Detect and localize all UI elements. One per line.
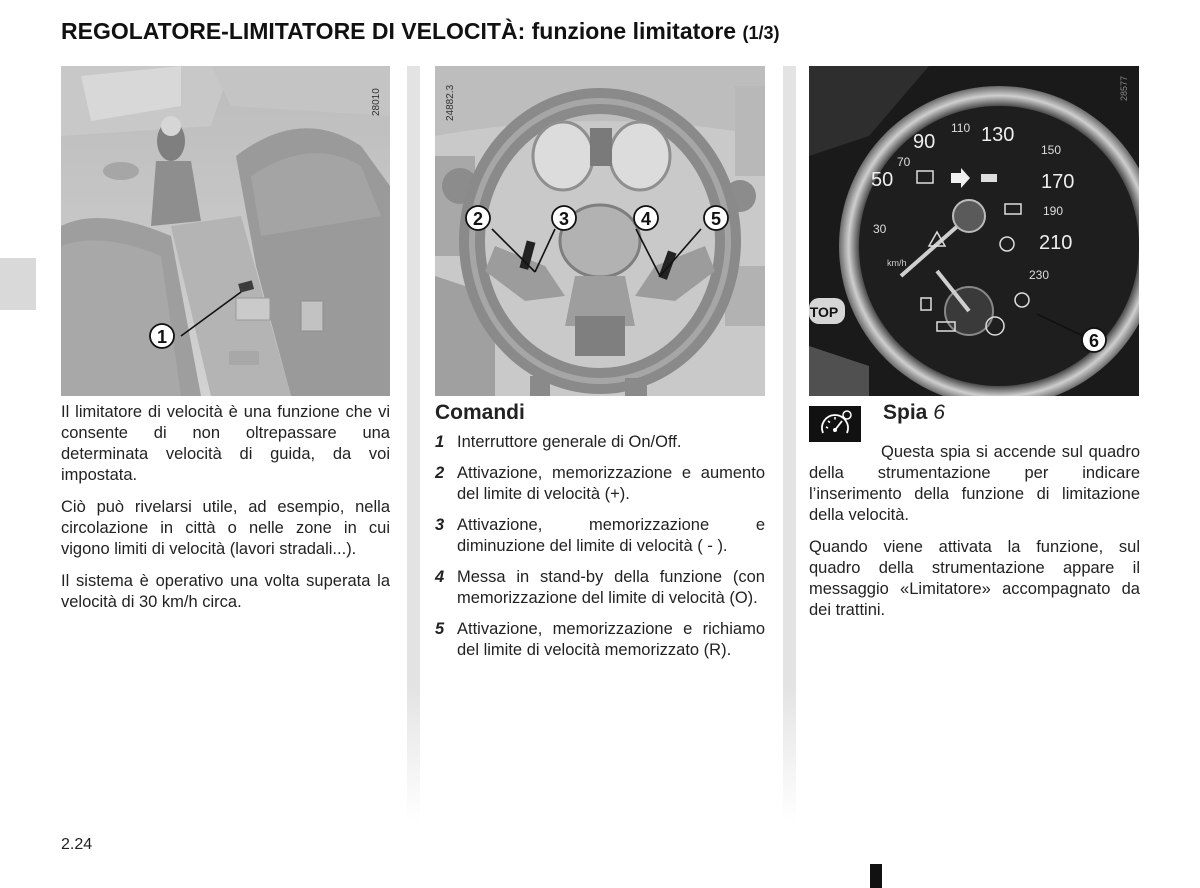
page-edge-mark bbox=[870, 864, 882, 888]
figure3-code: 28577 bbox=[1119, 75, 1129, 101]
page-number: 2.24 bbox=[61, 836, 93, 853]
speed-label-130: 130 bbox=[981, 124, 1015, 146]
command-item-3 bbox=[435, 515, 765, 557]
command-text: Attivazione, memorizzazione e richiamo del limite di velocità memorizzato (R). bbox=[457, 620, 765, 659]
console-illustration bbox=[61, 66, 390, 396]
figure-console-switch bbox=[61, 66, 390, 396]
steering-wheel-illustration bbox=[435, 66, 765, 396]
command-text: Attivazione, memorizzazione e diminuzione del limite di velocità ( - ). bbox=[457, 516, 765, 555]
command-item-2 bbox=[435, 463, 765, 505]
speed-label-230: 230 bbox=[1029, 268, 1050, 282]
warning-paragraph-2: Quando viene attivata la funzione, sul quadro della strumentazione appare il messaggio «Limitatore» accompagnato da dei trattini. bbox=[809, 538, 1140, 619]
callout-4: 4 bbox=[640, 209, 652, 229]
column-intro bbox=[61, 402, 390, 624]
callout-2: 2 bbox=[472, 209, 484, 229]
warning-light-header bbox=[809, 400, 1140, 442]
page-title bbox=[61, 18, 780, 45]
speed-limiter-warning-icon bbox=[809, 406, 861, 442]
intro-paragraph-3: Il sistema è operativo una volta superata la velocità di 30 km/h circa. bbox=[61, 572, 390, 611]
speed-label-70: 70 bbox=[897, 155, 911, 169]
warning-paragraph-1: Questa spia si accende sul quadro della strumentazione per indicare l’inserimento della funzione di limitazione della velocità. bbox=[809, 443, 1140, 524]
section-tab-marker bbox=[0, 258, 36, 310]
command-number: 2 bbox=[435, 464, 445, 482]
speed-label-210: 210 bbox=[1039, 232, 1073, 254]
callout-3: 3 bbox=[558, 209, 570, 229]
figure2-code: 24882.3 bbox=[445, 84, 456, 121]
command-number: 5 bbox=[435, 620, 445, 638]
intro-paragraph-1: Il limitatore di velocità è una funzione che vi consente di non oltrepassare una determinata velocità di guida, da voi impostata. bbox=[61, 403, 390, 484]
speed-label-150: 150 bbox=[1041, 143, 1062, 157]
unit-label: km/h bbox=[887, 258, 907, 268]
column-commands bbox=[435, 400, 765, 671]
command-number: 3 bbox=[435, 516, 445, 534]
figure1-code: 28010 bbox=[371, 88, 382, 116]
title-part: (1/3) bbox=[742, 23, 780, 43]
speed-label-170: 170 bbox=[1041, 171, 1075, 193]
figure-steering-wheel bbox=[435, 66, 765, 396]
callout-5: 5 bbox=[710, 209, 722, 229]
stop-button-label: TOP bbox=[809, 304, 839, 320]
warning-light-number: 6 bbox=[933, 401, 945, 424]
command-text: Messa in stand-by della funzione (con memorizzazione del limite di velocità (O). bbox=[457, 568, 765, 607]
speed-label-50: 50 bbox=[871, 169, 894, 191]
command-number: 1 bbox=[435, 433, 445, 451]
title-main: REGOLATORE-LIMITATORE DI VELOCITÀ: funzione limitatore bbox=[61, 18, 737, 44]
command-item-4 bbox=[435, 567, 765, 609]
column-warning-light bbox=[809, 400, 1140, 632]
column-gutter-right bbox=[783, 66, 796, 822]
commands-heading: Comandi bbox=[435, 401, 525, 424]
callout-6: 6 bbox=[1088, 331, 1100, 351]
warning-light-heading bbox=[883, 400, 945, 426]
column-gutter-left bbox=[407, 66, 420, 822]
intro-paragraph-2: Ciò può rivelarsi utile, ad esempio, nella circolazione in città o nelle zone in cui vigono limiti di velocità (lavori stradali...). bbox=[61, 498, 390, 558]
speed-label-190: 190 bbox=[1043, 204, 1064, 218]
command-text: Interruttore generale di On/Off. bbox=[457, 433, 682, 451]
speed-label-30: 30 bbox=[873, 222, 887, 236]
figure-speedometer bbox=[809, 66, 1139, 396]
command-item-1 bbox=[435, 432, 765, 453]
command-number: 4 bbox=[435, 568, 445, 586]
speed-label-110: 110 bbox=[951, 121, 971, 135]
warning-light-heading-word: Spia bbox=[883, 401, 928, 424]
command-text: Attivazione, memorizzazione e aumento del limite di velocità (+). bbox=[457, 464, 765, 503]
speedometer-illustration bbox=[809, 66, 1139, 396]
speed-label-90: 90 bbox=[913, 131, 936, 153]
callout-1: 1 bbox=[156, 327, 168, 347]
command-item-5 bbox=[435, 619, 765, 661]
